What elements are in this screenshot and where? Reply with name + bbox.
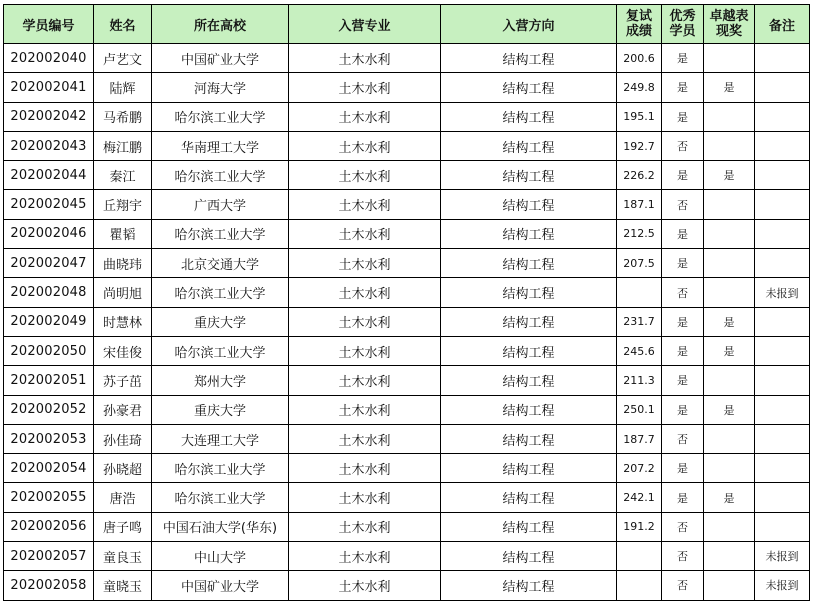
cell-award: [704, 131, 755, 160]
cell-name: 苏子茁: [94, 366, 152, 395]
cell-name: 孙豪君: [94, 395, 152, 424]
cell-note: [755, 395, 810, 424]
cell-id: 202002042: [4, 102, 94, 131]
cell-direction: 结构工程: [441, 336, 617, 365]
cell-name: 童良玉: [94, 542, 152, 571]
table-row: [4, 44, 810, 73]
table-row: [4, 278, 810, 307]
cell-school: 重庆大学: [152, 395, 289, 424]
cell-name: 丘翔宇: [94, 190, 152, 219]
header-id: 学员编号: [4, 5, 94, 44]
cell-score: 191.2: [617, 512, 662, 541]
table-row: [4, 542, 810, 571]
cell-excellent: 否: [662, 131, 704, 160]
cell-direction: 结构工程: [441, 102, 617, 131]
header-award: [704, 5, 755, 44]
table-row: [4, 454, 810, 483]
cell-excellent: 是: [662, 366, 704, 395]
cell-direction: 结构工程: [441, 366, 617, 395]
header-award-line1: 卓越表: [709, 9, 749, 24]
cell-excellent: 否: [662, 190, 704, 219]
cell-major: 土木水利: [289, 73, 441, 102]
table-row: [4, 395, 810, 424]
cell-id: 202002051: [4, 366, 94, 395]
cell-name: 瞿韬: [94, 219, 152, 248]
header-note: 备注: [755, 5, 810, 44]
cell-note: [755, 73, 810, 102]
cell-award: [704, 102, 755, 131]
cell-excellent: 是: [662, 102, 704, 131]
cell-direction: 结构工程: [441, 395, 617, 424]
cell-score: 200.6: [617, 44, 662, 73]
cell-school: 中国矿业大学: [152, 44, 289, 73]
cell-score: [617, 571, 662, 600]
cell-name: 秦江: [94, 161, 152, 190]
cell-award: [704, 542, 755, 571]
cell-score: 226.2: [617, 161, 662, 190]
cell-major: 土木水利: [289, 131, 441, 160]
cell-score: 242.1: [617, 483, 662, 512]
cell-name: 尚明旭: [94, 278, 152, 307]
cell-name: 唐浩: [94, 483, 152, 512]
cell-major: 土木水利: [289, 454, 441, 483]
cell-note: [755, 249, 810, 278]
cell-excellent: 是: [662, 73, 704, 102]
cell-score: [617, 542, 662, 571]
cell-school: 广西大学: [152, 190, 289, 219]
cell-id: 202002044: [4, 161, 94, 190]
cell-award: [704, 424, 755, 453]
cell-excellent: 否: [662, 571, 704, 600]
cell-id: 202002057: [4, 542, 94, 571]
cell-major: 土木水利: [289, 366, 441, 395]
cell-note: [755, 336, 810, 365]
cell-id: 202002040: [4, 44, 94, 73]
cell-school: 河海大学: [152, 73, 289, 102]
cell-major: 土木水利: [289, 161, 441, 190]
cell-note: [755, 483, 810, 512]
cell-note: [755, 102, 810, 131]
cell-excellent: 否: [662, 512, 704, 541]
cell-major: 土木水利: [289, 336, 441, 365]
cell-major: 土木水利: [289, 249, 441, 278]
cell-direction: 结构工程: [441, 190, 617, 219]
header-score: [617, 5, 662, 44]
cell-excellent: 是: [662, 454, 704, 483]
table-row: [4, 336, 810, 365]
cell-score: 195.1: [617, 102, 662, 131]
cell-score: 245.6: [617, 336, 662, 365]
cell-score: [617, 278, 662, 307]
table-row: [4, 161, 810, 190]
cell-school: 哈尔滨工业大学: [152, 454, 289, 483]
cell-excellent: 否: [662, 542, 704, 571]
cell-note: [755, 44, 810, 73]
cell-award: 是: [704, 336, 755, 365]
cell-school: 郑州大学: [152, 366, 289, 395]
cell-award: [704, 219, 755, 248]
cell-id: 202002046: [4, 219, 94, 248]
cell-note: [755, 424, 810, 453]
header-score-line2: 成绩: [625, 24, 652, 39]
table-row: [4, 190, 810, 219]
cell-id: 202002050: [4, 336, 94, 365]
cell-award: [704, 190, 755, 219]
cell-name: 卢艺文: [94, 44, 152, 73]
cell-award: [704, 249, 755, 278]
cell-name: 时慧林: [94, 307, 152, 336]
cell-id: 202002041: [4, 73, 94, 102]
cell-score: 212.5: [617, 219, 662, 248]
cell-direction: 结构工程: [441, 571, 617, 600]
cell-id: 202002043: [4, 131, 94, 160]
cell-school: 哈尔滨工业大学: [152, 161, 289, 190]
cell-excellent: 是: [662, 336, 704, 365]
cell-award: [704, 278, 755, 307]
cell-name: 孙晓超: [94, 454, 152, 483]
cell-note: [755, 161, 810, 190]
cell-direction: 结构工程: [441, 219, 617, 248]
cell-name: 曲晓玮: [94, 249, 152, 278]
cell-note: [755, 219, 810, 248]
cell-school: 大连理工大学: [152, 424, 289, 453]
cell-major: 土木水利: [289, 512, 441, 541]
cell-excellent: 是: [662, 161, 704, 190]
table-row: [4, 73, 810, 102]
cell-id: 202002045: [4, 190, 94, 219]
cell-direction: 结构工程: [441, 131, 617, 160]
cell-direction: 结构工程: [441, 161, 617, 190]
header-direction: 入营方向: [441, 5, 617, 44]
table-row: [4, 249, 810, 278]
cell-direction: 结构工程: [441, 424, 617, 453]
cell-id: 202002049: [4, 307, 94, 336]
cell-excellent: 是: [662, 395, 704, 424]
cell-name: 童晓玉: [94, 571, 152, 600]
cell-direction: 结构工程: [441, 44, 617, 73]
cell-note: [755, 454, 810, 483]
cell-direction: 结构工程: [441, 512, 617, 541]
cell-excellent: 是: [662, 249, 704, 278]
cell-award: [704, 454, 755, 483]
table-row: [4, 512, 810, 541]
cell-school: 中国石油大学(华东): [152, 512, 289, 541]
student-table: [3, 4, 810, 601]
cell-direction: 结构工程: [441, 73, 617, 102]
cell-score: 249.8: [617, 73, 662, 102]
cell-school: 重庆大学: [152, 307, 289, 336]
cell-name: 马希鹏: [94, 102, 152, 131]
cell-direction: 结构工程: [441, 278, 617, 307]
cell-score: 231.7: [617, 307, 662, 336]
cell-award: 是: [704, 395, 755, 424]
cell-direction: 结构工程: [441, 542, 617, 571]
cell-excellent: 是: [662, 307, 704, 336]
header-row: [4, 5, 810, 44]
cell-score: 250.1: [617, 395, 662, 424]
cell-note: [755, 190, 810, 219]
cell-major: 土木水利: [289, 44, 441, 73]
cell-name: 孙佳琦: [94, 424, 152, 453]
cell-note: 未报到: [755, 542, 810, 571]
header-score-line1: 复试: [625, 9, 652, 24]
table-row: [4, 102, 810, 131]
cell-id: 202002054: [4, 454, 94, 483]
cell-award: 是: [704, 161, 755, 190]
cell-major: 土木水利: [289, 190, 441, 219]
table-row: [4, 483, 810, 512]
cell-school: 哈尔滨工业大学: [152, 102, 289, 131]
cell-school: 哈尔滨工业大学: [152, 336, 289, 365]
cell-major: 土木水利: [289, 102, 441, 131]
cell-major: 土木水利: [289, 219, 441, 248]
table-row: [4, 571, 810, 600]
cell-award: 是: [704, 483, 755, 512]
header-major: 入营专业: [289, 5, 441, 44]
cell-id: 202002055: [4, 483, 94, 512]
cell-name: 唐子鸣: [94, 512, 152, 541]
cell-school: 中国矿业大学: [152, 571, 289, 600]
cell-school: 北京交通大学: [152, 249, 289, 278]
header-excellent-line1: 优秀: [669, 9, 696, 24]
cell-school: 哈尔滨工业大学: [152, 219, 289, 248]
cell-excellent: 否: [662, 278, 704, 307]
cell-id: 202002047: [4, 249, 94, 278]
table-body: [4, 44, 810, 601]
cell-note: [755, 307, 810, 336]
header-excellent-line2: 学员: [669, 24, 696, 39]
cell-excellent: 是: [662, 219, 704, 248]
table-row: [4, 131, 810, 160]
cell-note: 未报到: [755, 571, 810, 600]
cell-score: 207.5: [617, 249, 662, 278]
cell-award: 是: [704, 307, 755, 336]
cell-school: 哈尔滨工业大学: [152, 278, 289, 307]
header-award-line2: 现奖: [715, 24, 742, 39]
cell-direction: 结构工程: [441, 249, 617, 278]
cell-name: 宋佳俊: [94, 336, 152, 365]
cell-id: 202002056: [4, 512, 94, 541]
student-table-sheet: [3, 4, 809, 601]
cell-major: 土木水利: [289, 571, 441, 600]
cell-id: 202002058: [4, 571, 94, 600]
header-school: 所在高校: [152, 5, 289, 44]
cell-major: 土木水利: [289, 307, 441, 336]
cell-school: 中山大学: [152, 542, 289, 571]
cell-id: 202002053: [4, 424, 94, 453]
cell-excellent: 是: [662, 44, 704, 73]
cell-score: 211.3: [617, 366, 662, 395]
cell-direction: 结构工程: [441, 483, 617, 512]
cell-major: 土木水利: [289, 278, 441, 307]
cell-note: 未报到: [755, 278, 810, 307]
cell-name: 陆辉: [94, 73, 152, 102]
cell-award: [704, 512, 755, 541]
cell-id: 202002048: [4, 278, 94, 307]
cell-major: 土木水利: [289, 483, 441, 512]
cell-score: 187.7: [617, 424, 662, 453]
table-row: [4, 366, 810, 395]
header-name: 姓名: [94, 5, 152, 44]
cell-excellent: 否: [662, 424, 704, 453]
cell-name: 梅江鹏: [94, 131, 152, 160]
table-row: [4, 307, 810, 336]
cell-excellent: 是: [662, 483, 704, 512]
cell-award: 是: [704, 73, 755, 102]
cell-score: 207.2: [617, 454, 662, 483]
cell-id: 202002052: [4, 395, 94, 424]
cell-award: [704, 571, 755, 600]
cell-score: 187.1: [617, 190, 662, 219]
cell-major: 土木水利: [289, 424, 441, 453]
cell-note: [755, 131, 810, 160]
cell-note: [755, 366, 810, 395]
table-row: [4, 424, 810, 453]
header-excellent: [662, 5, 704, 44]
cell-direction: 结构工程: [441, 307, 617, 336]
cell-direction: 结构工程: [441, 454, 617, 483]
cell-award: [704, 44, 755, 73]
cell-major: 土木水利: [289, 542, 441, 571]
cell-major: 土木水利: [289, 395, 441, 424]
cell-award: [704, 366, 755, 395]
table-row: [4, 219, 810, 248]
cell-school: 哈尔滨工业大学: [152, 483, 289, 512]
cell-note: [755, 512, 810, 541]
cell-school: 华南理工大学: [152, 131, 289, 160]
cell-score: 192.7: [617, 131, 662, 160]
